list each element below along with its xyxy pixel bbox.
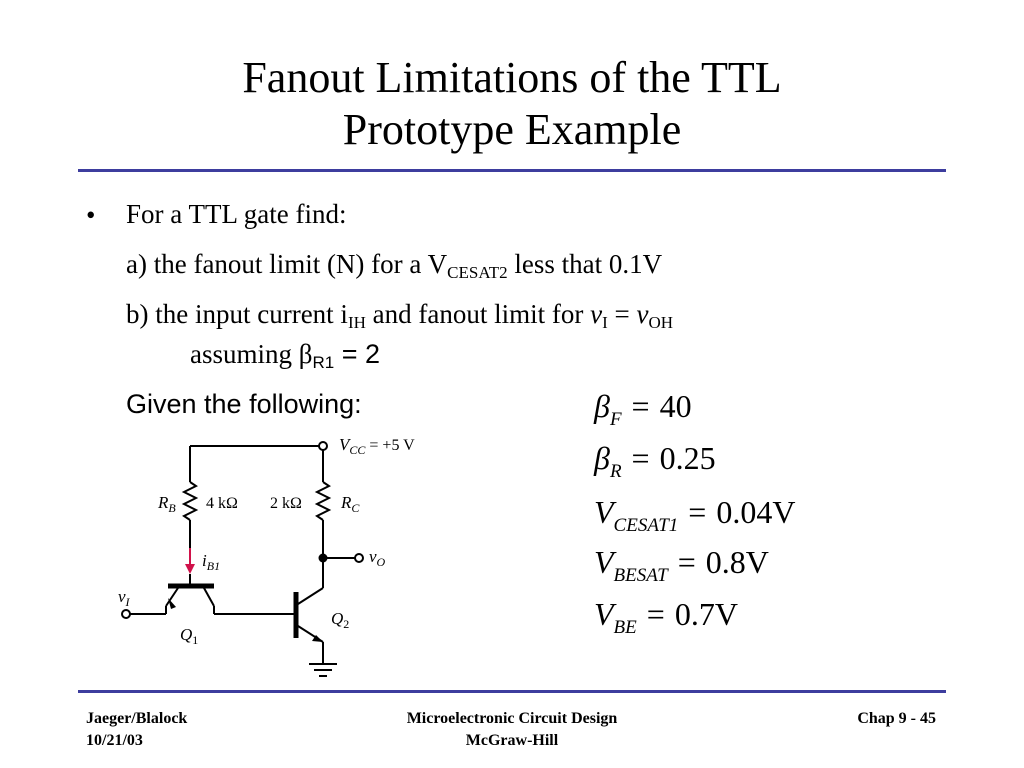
given-heading: Given the following: bbox=[126, 389, 362, 419]
q2-label: $Q_2$ bbox=[331, 609, 350, 631]
vi-label: $v_I$ bbox=[118, 587, 130, 609]
q2-collector bbox=[298, 588, 323, 604]
rc-value: 2 kΩ bbox=[270, 495, 302, 512]
title-line-1: Fanout Limitations of the TTL bbox=[242, 53, 782, 102]
rb-value: 4 kΩ bbox=[206, 495, 238, 512]
question-a: a) the fanout limit (N) for a $V_{CESAT2}$ less that 0.1V bbox=[126, 249, 663, 282]
footer-book: Microelectronic Circuit Design McGraw-Hill bbox=[406, 710, 618, 749]
rb-label: $R_B$ bbox=[158, 493, 176, 515]
vcc-label: $V_{CC} = +5$ V bbox=[339, 435, 415, 457]
equation-vbesat: $V_{BESAT} = 0.8V$ bbox=[594, 544, 769, 586]
output-junction-dot bbox=[319, 554, 328, 563]
equation-vcesat1: $V_{CESAT1} = 0.04V$ bbox=[594, 494, 796, 536]
question-b-assumption: assuming $\beta_{R1} = 2$ bbox=[190, 339, 381, 372]
slide-title bbox=[0, 52, 1024, 156]
ttl-circuit-diagram bbox=[110, 428, 470, 684]
question-b: b) the input current $i_{IH}$ and fanout limit for $v_I = v_{OH}$ bbox=[126, 299, 674, 332]
q1-emitter-arrow bbox=[168, 598, 176, 609]
equation-beta-f: $\beta_F = 40$ bbox=[594, 388, 692, 430]
title-line-2: Prototype Example bbox=[342, 105, 682, 154]
equation-beta-r: $\beta_R = 0.25$ bbox=[594, 440, 716, 482]
bullet-marker: • bbox=[86, 200, 96, 230]
bullet-text: For a TTL gate find: bbox=[126, 199, 347, 229]
vo-terminal bbox=[355, 554, 363, 562]
rc-label: $R_C$ bbox=[341, 493, 360, 515]
equation-vbe: $V_{BE} = 0.7V$ bbox=[594, 596, 738, 638]
ib1-current-arrow bbox=[185, 564, 195, 574]
q1-label: $Q_1$ bbox=[180, 625, 199, 647]
q1-collector bbox=[204, 588, 214, 606]
vcc-terminal bbox=[319, 442, 327, 450]
rb-resistor bbox=[184, 482, 196, 520]
footer-authors: Jaeger/Blalock 10/21/03 bbox=[86, 710, 188, 749]
ib1-label: $i_{B1}$ bbox=[202, 551, 221, 573]
vo-label: $v_O$ bbox=[369, 547, 386, 569]
bottom-divider bbox=[78, 690, 946, 693]
footer-page-number: Chap 9 - 45 bbox=[857, 710, 936, 727]
vi-terminal bbox=[122, 610, 130, 618]
rc-resistor bbox=[317, 482, 329, 520]
top-divider bbox=[78, 169, 946, 172]
